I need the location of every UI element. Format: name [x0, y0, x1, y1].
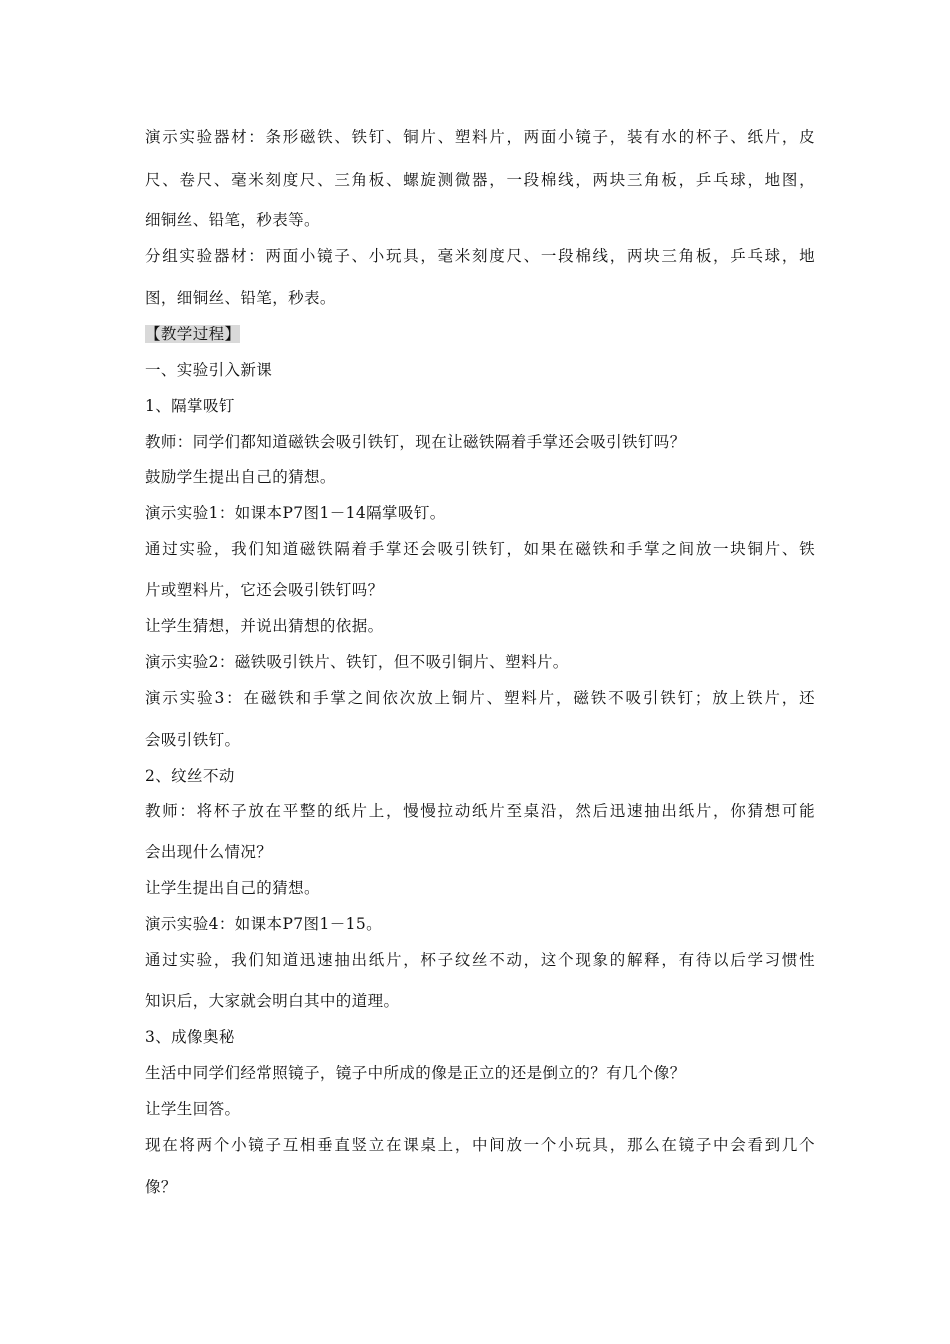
paragraph-line: 让学生猜想，并说出猜想的依据。	[145, 617, 384, 635]
paragraph-line: 教师：同学们都知道磁铁会吸引铁钉，现在让磁铁隔着手掌还会吸引铁钉吗？	[145, 433, 686, 451]
paragraph-line: 演示实验3：在磁铁和手掌之间依次放上铜片、塑料片，磁铁不吸引铁钉；放上铁片，还	[145, 689, 815, 707]
paragraph-line: 让学生回答。	[145, 1100, 241, 1118]
paragraph-line: 会出现什么情况？	[145, 843, 273, 861]
paragraph-line: 现在将两个小镜子互相垂直竖立在课桌上，中间放一个小玩具，那么在镜子中会看到几个	[145, 1136, 815, 1154]
paragraph-line: 演示实验器材：条形磁铁、铁钉、铜片、塑料片，两面小镜子，装有水的杯子、纸片，皮	[145, 128, 815, 146]
paragraph-line: 片或塑料片，它还会吸引铁钉吗？	[145, 581, 384, 599]
item-heading: 1、隔掌吸钉	[145, 397, 235, 415]
paragraph-line: 演示实验1：如课本P7图1－14隔掌吸钉。	[145, 504, 446, 522]
paragraph-line: 尺、卷尺、毫米刻度尺、三角板、螺旋测微器，一段棉线，两块三角板，乒乓球，地图，	[145, 171, 815, 189]
paragraph-line: 分组实验器材：两面小镜子、小玩具，毫米刻度尺、一段棉线，两块三角板，乒乓球，地	[145, 247, 815, 265]
subsection-heading: 一、实验引入新课	[145, 361, 273, 379]
paragraph-line: 让学生提出自己的猜想。	[145, 879, 320, 897]
item-heading: 2、纹丝不动	[145, 767, 235, 785]
paragraph-line: 会吸引铁钉。	[145, 731, 241, 749]
paragraph-line: 演示实验2：磁铁吸引铁片、铁钉，但不吸引铜片、塑料片。	[145, 653, 569, 671]
paragraph-line: 知识后，大家就会明白其中的道理。	[145, 992, 400, 1010]
paragraph-line: 像？	[145, 1178, 177, 1196]
paragraph-line: 演示实验4：如课本P7图1－15。	[145, 915, 383, 933]
paragraph-line: 图，细铜丝、铅笔，秒表。	[145, 289, 336, 307]
paragraph-line: 细铜丝、铅笔，秒表等。	[145, 211, 320, 229]
paragraph-line: 鼓励学生提出自己的猜想。	[145, 468, 336, 486]
paragraph-line: 通过实验，我们知道磁铁隔着手掌还会吸引铁钉，如果在磁铁和手掌之间放一块铜片、铁	[145, 540, 815, 558]
paragraph-line: 教师：将杯子放在平整的纸片上，慢慢拉动纸片至桌沿，然后迅速抽出纸片，你猜想可能	[145, 802, 815, 820]
paragraph-line: 生活中同学们经常照镜子，镜子中所成的像是正立的还是倒立的？有几个像？	[145, 1064, 686, 1082]
section-heading	[145, 324, 815, 344]
paragraph-line: 通过实验，我们知道迅速抽出纸片，杯子纹丝不动，这个现象的解释，有待以后学习惯性	[145, 951, 815, 969]
item-heading: 3、成像奥秘	[145, 1028, 235, 1046]
highlighted-heading: 【教学过程】	[145, 325, 241, 343]
